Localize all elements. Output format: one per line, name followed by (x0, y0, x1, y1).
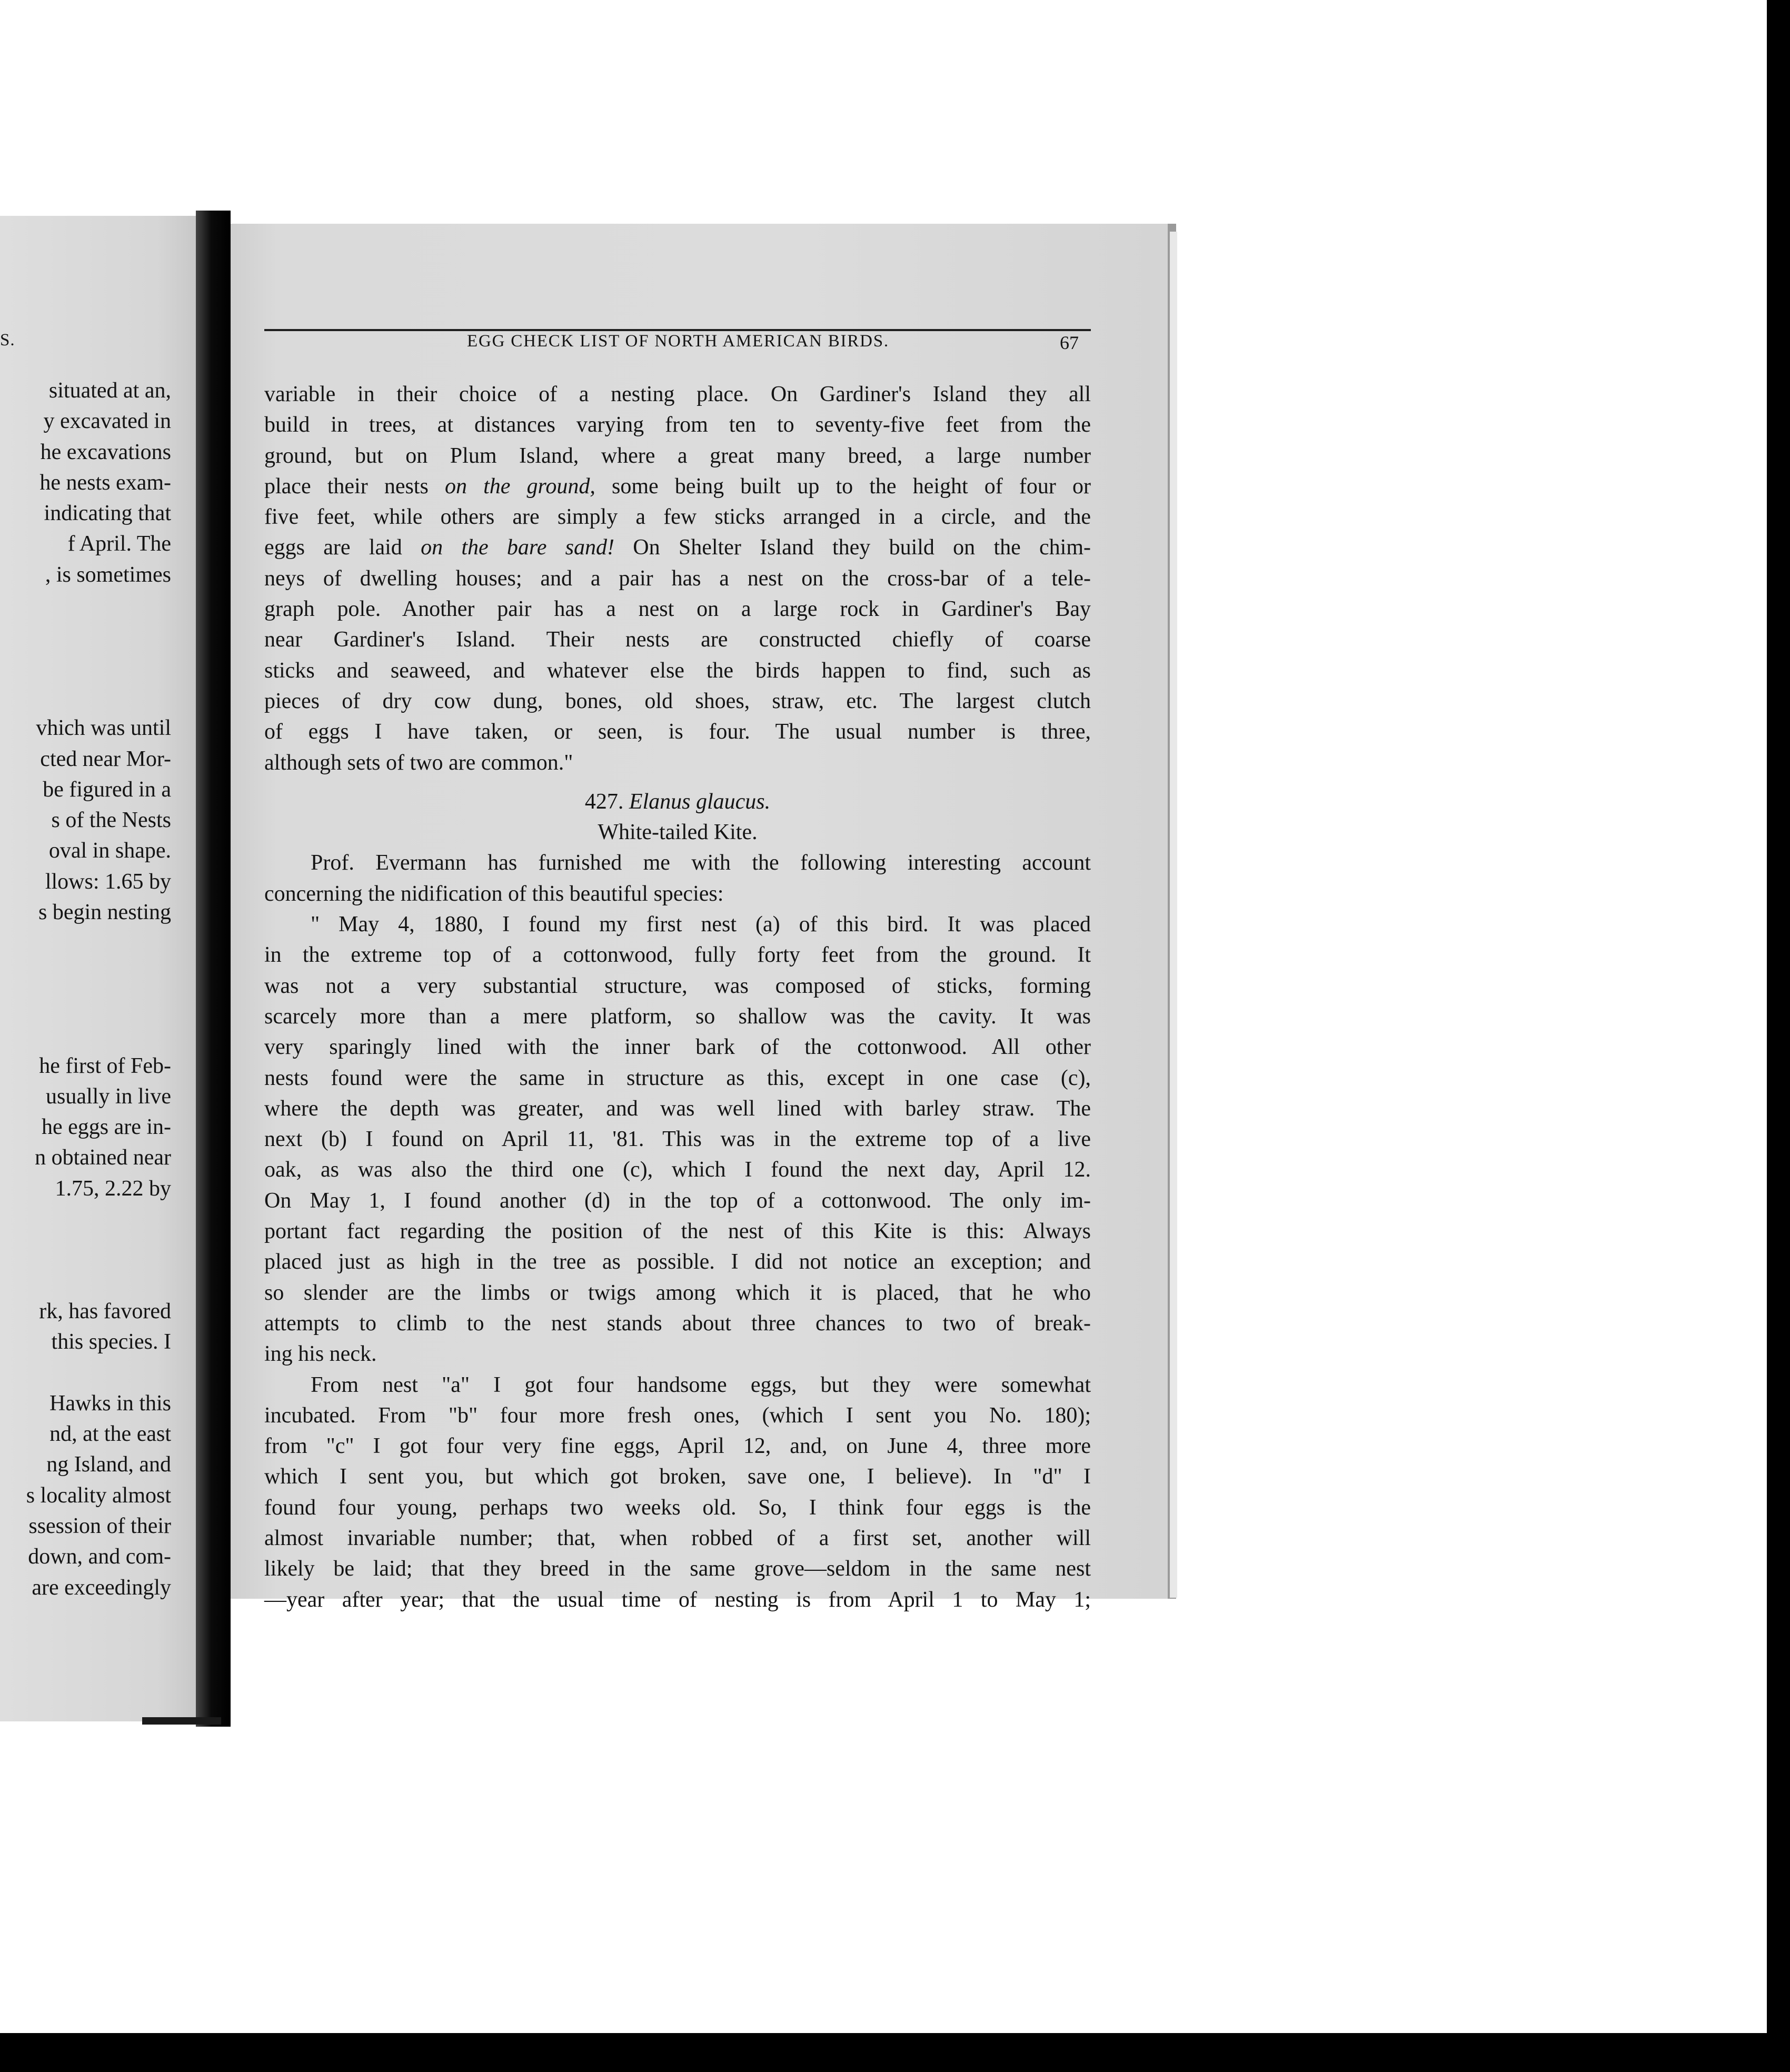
left-page-text (0, 375, 171, 1603)
left-text-line: s locality almost (26, 1483, 171, 1508)
text-line: which I sent you, but which got broken, save one, I believe). In "d" I (264, 1465, 1091, 1489)
left-text-line: f April. The (67, 532, 171, 556)
left-text-line: are exceedingly (32, 1575, 171, 1600)
running-head: EGG CHECK LIST OF NORTH AMERICAN BIRDS. (467, 332, 889, 351)
left-text-line: 1.75, 2.22 by (55, 1176, 171, 1201)
left-text-line (0, 1020, 171, 1050)
text-line: found four young, perhaps two weeks old. So, I think four eggs is the (264, 1495, 1091, 1520)
text-line: oak, as was also the third one (c), which I found the next day, April 12. (264, 1158, 1091, 1182)
left-text-line (0, 959, 171, 989)
text-line (264, 471, 1091, 502)
text-line: portant fact regarding the position of the nest of this Kite is this: Always (264, 1219, 1091, 1244)
species-heading (264, 786, 1091, 817)
left-text-line: usually in live (46, 1084, 171, 1109)
right-page (231, 224, 1176, 1612)
header-rule (264, 329, 1091, 331)
italic-emphasis: on the bare sand! (421, 535, 614, 560)
species-common-name: White-tailed Kite. (598, 820, 758, 845)
left-text-line: this species. I (51, 1330, 171, 1354)
species-latin-name: Elanus glaucus. (629, 789, 771, 814)
text-line: of eggs I have taken, or seen, is four. The usual number is three, (264, 720, 1091, 744)
text-line: was not a very substantial structure, was composed of sticks, forming (264, 973, 1091, 998)
left-text-line (0, 928, 171, 958)
text-line: next (b) I found on April 11, '81. This was in the extreme top of a live (264, 1127, 1091, 1152)
left-text-line: llows: 1.65 by (45, 869, 171, 894)
text-segment: some being built up to the height of four or (611, 474, 1091, 499)
left-text-line (0, 621, 171, 651)
text-line: From nest "a" I got four handsome eggs, but they were somewhat (311, 1372, 1091, 1397)
book-spine-shadow (196, 211, 231, 1727)
left-text-line: indicating that (44, 501, 171, 526)
left-text-line (0, 682, 171, 713)
text-line: almost invariable number; that, when robbed of a first set, another will (264, 1526, 1091, 1550)
text-line: although sets of two are common." (264, 750, 573, 775)
left-text-line: he first of Feb- (39, 1053, 171, 1078)
text-line: so slender are the limbs or twigs among which it is placed, that he who (264, 1280, 1091, 1305)
left-text-line: nd, at the east (49, 1422, 171, 1447)
left-text-line: oval in shape. (48, 839, 171, 863)
text-segment: On Shelter Island they build on the chim- (633, 535, 1091, 560)
left-text-line: rk, has favored (39, 1299, 171, 1323)
text-line: incubated. From "b" four more fresh ones, (which I sent you No. 180); (264, 1403, 1091, 1428)
left-text-line: situated at an, (48, 378, 171, 403)
text-line: placed just as high in the tree as possible. I did not notice an exception; and (264, 1250, 1091, 1274)
text-line: graph pole. Another pair has a nest on a large rock in Gardiner's Bay (264, 597, 1091, 622)
left-text-line (0, 1266, 171, 1296)
text-line: variable in their choice of a nesting place. On Gardiner's Island they all (264, 382, 1091, 406)
italic-emphasis: on the ground, (444, 474, 595, 499)
text-line: likely be laid; that they breed in the same grove—seldom in the same nest (264, 1557, 1091, 1581)
text-line: ing his neck. (264, 1342, 377, 1367)
left-text-line: cted near Mor- (40, 746, 171, 771)
left-text-line: he nests exam- (39, 470, 171, 495)
text-segment: place their nests (264, 474, 429, 499)
text-line: near Gardiner's Island. Their nests are constructed chiefly of coarse (264, 627, 1091, 652)
left-text-line (0, 1358, 171, 1388)
left-facing-page (0, 216, 196, 1721)
left-text-line: ssession of their (28, 1513, 171, 1538)
text-line: concerning the nidification of this beautiful species: (264, 881, 724, 906)
left-text-line (0, 652, 171, 682)
page-edge-highlight (1170, 232, 1177, 1598)
text-segment: eggs are laid (264, 535, 402, 560)
text-line: nests found were the same in structure as this, except in one case (c), (264, 1065, 1091, 1090)
left-text-line: he excavations (40, 440, 171, 464)
left-text-line: Hawks in this (49, 1391, 171, 1416)
left-text-line: vhich was until (36, 716, 171, 741)
scan-border-bottom (0, 2033, 1790, 2072)
scan-border-right (1767, 0, 1790, 2072)
page-number: 67 (1060, 332, 1079, 353)
page-body (264, 379, 1091, 1615)
text-line: pieces of dry cow dung, bones, old shoes, straw, etc. The largest clutch (264, 689, 1091, 713)
left-text-line: ng Island, and (46, 1452, 171, 1477)
text-line: in the extreme top of a cottonwood, fully forty feet from the ground. It (264, 943, 1091, 968)
text-line: On May 1, I found another (d) in the top of a cottonwood. The only im- (264, 1188, 1091, 1213)
left-text-line (0, 590, 171, 621)
text-line: neys of dwelling houses; and a pair has a nest on the cross-bar of a tele- (264, 566, 1091, 591)
text-line: " May 4, 1880, I found my first nest (a) of this bird. It was placed (311, 912, 1091, 937)
text-line: Prof. Evermann has furnished me with the following interesting account (311, 851, 1091, 875)
left-text-line (0, 1234, 171, 1265)
text-line: —year after year; that the usual time of nesting is from April 1 to May 1; (264, 1587, 1091, 1612)
species-number: 427. (584, 789, 624, 814)
left-text-line (0, 989, 171, 1020)
left-text-line: y excavated in (43, 409, 171, 434)
text-line: from "c" I got four very fine eggs, April 12, and, on June 4, three more (264, 1434, 1091, 1459)
page-edge (142, 1717, 221, 1725)
left-text-line: be figured in a (43, 777, 171, 802)
text-line (264, 532, 1091, 563)
left-text-line: down, and com- (28, 1545, 171, 1569)
left-text-line: s begin nesting (38, 900, 171, 925)
left-text-line (0, 1204, 171, 1234)
left-text-line: , is sometimes (45, 562, 171, 587)
left-running-head-fragment: S. (0, 331, 15, 350)
left-text-line: s of the Nests (51, 808, 171, 833)
text-line: build in trees, at distances varying from ten to seventy-five feet from the (264, 413, 1091, 437)
text-line: very sparingly lined with the inner bark of the cottonwood. All other (264, 1035, 1091, 1060)
text-line: ground, but on Plum Island, where a great many breed, a large number (264, 443, 1091, 468)
left-text-line: n obtained near (35, 1145, 171, 1170)
text-line: scarcely more than a mere platform, so shallow was the cavity. It was (264, 1004, 1091, 1029)
text-line: sticks and seaweed, and whatever else the birds happen to find, such as (264, 658, 1091, 683)
text-line: five feet, while others are simply a few sticks arranged in a circle, and the (264, 505, 1091, 530)
text-line: where the depth was greater, and was well lined with barley straw. The (264, 1096, 1091, 1121)
left-text-line: he eggs are in- (41, 1115, 171, 1140)
text-line: attempts to climb to the nest stands about three chances to two of break- (264, 1311, 1091, 1336)
